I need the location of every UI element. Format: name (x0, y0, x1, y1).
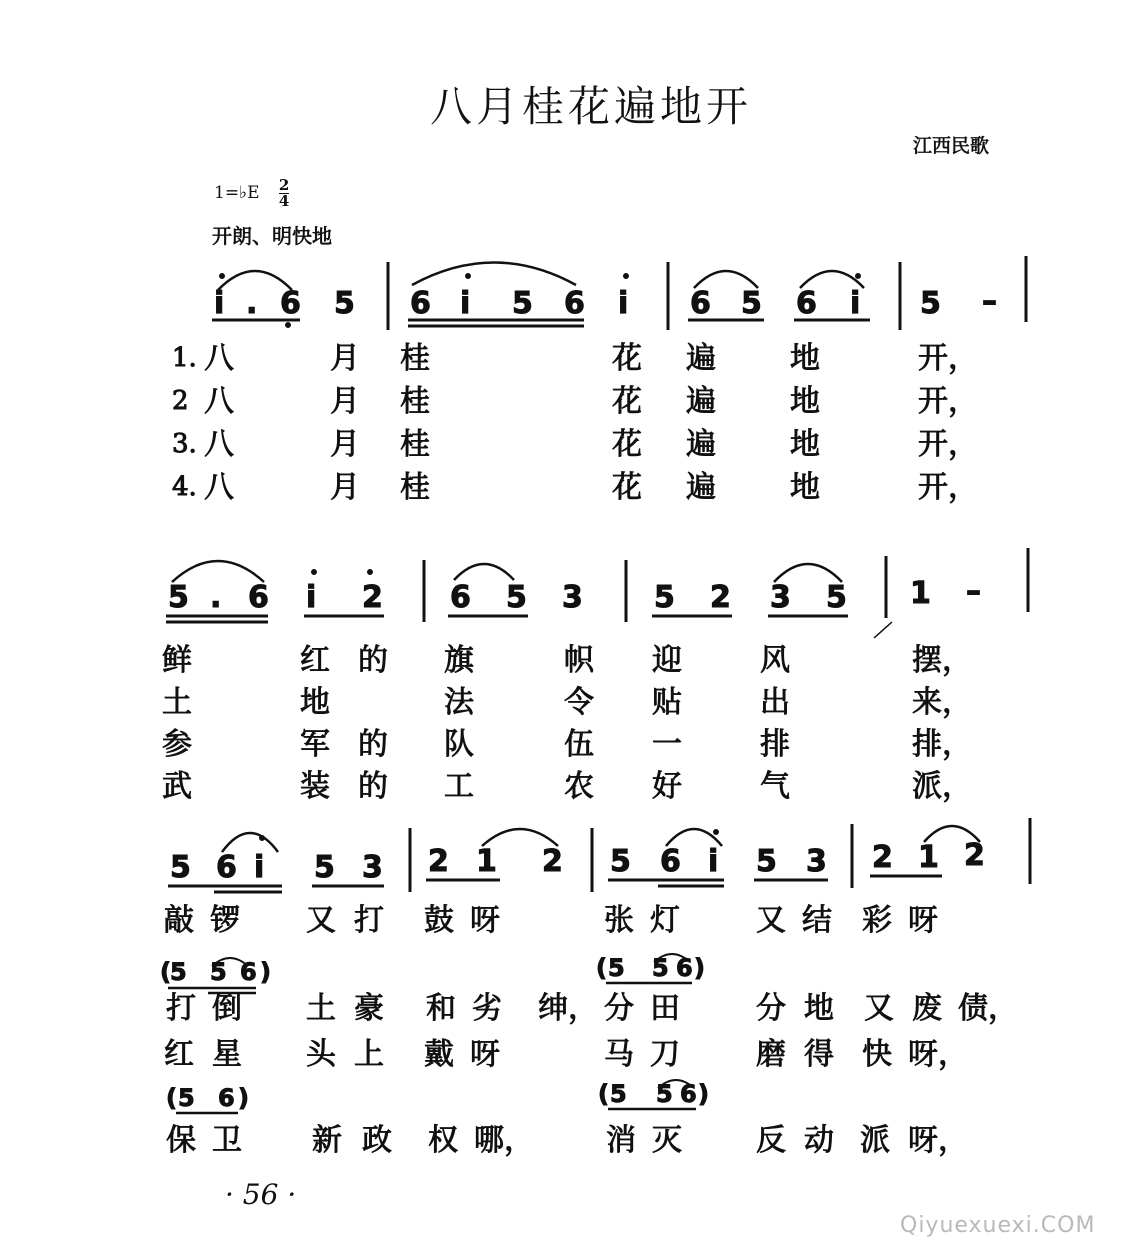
key-signature-text: 1=♭E (214, 183, 260, 203)
note: 5 (741, 286, 762, 321)
alt-note: 6 (676, 954, 693, 982)
high-octave-dot (624, 274, 629, 279)
note: 5 (654, 580, 675, 615)
verse-number: 1. (172, 343, 197, 373)
lyric-char: 得 (804, 1037, 834, 1072)
time-signature-top: 2 (278, 176, 290, 194)
note: i (618, 286, 629, 321)
lyric-char: 地 (790, 384, 820, 419)
alt-note: 5 (210, 958, 227, 986)
lyric-char: 法 (444, 685, 474, 720)
lyric-char: 呀， (908, 1123, 968, 1158)
note: 3 (806, 844, 827, 879)
system-2 (166, 548, 1028, 638)
note-dot: . (246, 286, 258, 321)
lyric-char: 月 (330, 427, 360, 462)
high-octave-dot (220, 274, 225, 279)
lyric-char: 月 (330, 341, 360, 376)
note: 5 (168, 580, 189, 615)
slur (172, 561, 264, 582)
alt-note: 5 (170, 958, 187, 986)
note: 5 (334, 286, 355, 321)
lyric-char: 上 (354, 1037, 384, 1072)
lyric-char: 排 (760, 727, 790, 762)
tempo-marking: 开朗、明快地 (212, 224, 332, 248)
lyric-char: 又 (306, 903, 336, 938)
alt-note: 5 (652, 954, 669, 982)
lyric-char: 八 (204, 470, 234, 505)
lyric-char: 打 (166, 991, 196, 1026)
lyric-char: 分 (756, 991, 786, 1026)
system-2-lyrics (162, 643, 972, 804)
lyric-char: 队 (444, 727, 474, 762)
note: 2 (964, 838, 985, 873)
note: 2 (362, 580, 383, 615)
lyric-char: 的 (358, 643, 388, 678)
note: 5 (920, 286, 941, 321)
watermark: Qiyuexuexi.COM (900, 1213, 1096, 1238)
note: 3 (770, 580, 791, 615)
lyric-char: 卫 (212, 1123, 242, 1158)
note-dot: . (210, 580, 222, 615)
lyric-char: 豪 (354, 991, 384, 1026)
note: 5 (826, 580, 847, 615)
slur (454, 564, 514, 580)
lyric-char: 气 (760, 769, 790, 804)
lyric-char: 摆， (912, 643, 972, 678)
lyric-char: 遍 (686, 384, 716, 419)
note: 5 (506, 580, 527, 615)
lyric-char: 废 (912, 991, 942, 1026)
lyric-char: 花 (612, 427, 642, 462)
song-title: 八月桂花遍地开 (430, 82, 753, 131)
note: i (708, 844, 719, 879)
note: 3 (362, 850, 383, 885)
lyric-char: 旗 (444, 643, 474, 678)
note: i (850, 286, 861, 321)
lyric-char: 开， (918, 470, 978, 505)
note: 6 (216, 850, 237, 885)
lyric-char: 遍 (686, 427, 716, 462)
alt-note: ( (596, 954, 607, 982)
page-number: · 56 · (225, 1178, 297, 1211)
lyric-char: 桂 (400, 470, 430, 505)
alt-note: ( (166, 1084, 177, 1112)
lyric-char: 遍 (686, 341, 716, 376)
note-dash: – (966, 574, 981, 609)
lyric-char: 和 (426, 991, 456, 1026)
lyric-char: 刀 (650, 1037, 680, 1072)
lyric-char: 消 (606, 1123, 636, 1158)
note: 6 (248, 580, 269, 615)
lyric-char: 星 (212, 1037, 242, 1072)
lyric-char: 敲 (164, 903, 194, 938)
verse-number: 2 (172, 386, 189, 416)
lyric-char: 债， (958, 991, 1018, 1026)
lyric-char: 花 (612, 384, 642, 419)
lyric-char: 又 (756, 903, 786, 938)
note: i (306, 580, 317, 615)
lyric-char: 一 (652, 727, 682, 762)
lyric-char: 地 (300, 685, 330, 720)
alt-note: ) (238, 1084, 249, 1112)
lyric-char: 八 (204, 427, 234, 462)
lyric-char: 鼓 (424, 903, 454, 938)
high-octave-dot (856, 274, 861, 279)
lyric-char: 贴 (652, 685, 682, 720)
note: 5 (756, 844, 777, 879)
note: 6 (660, 844, 681, 879)
lyric-char: 桂 (400, 427, 430, 462)
note: 6 (690, 286, 711, 321)
note: 5 (170, 850, 191, 885)
lyric-char: 农 (564, 769, 594, 804)
lyric-char: 绅， (538, 991, 598, 1026)
lyric-char: 政 (362, 1123, 392, 1158)
lyric-char: 田 (650, 991, 680, 1026)
alt-note: 5 (656, 1080, 673, 1108)
high-octave-dot (466, 274, 471, 279)
lyric-char: 来， (912, 685, 972, 720)
note: 5 (610, 844, 631, 879)
note: 6 (564, 286, 585, 321)
high-octave-dot (714, 830, 719, 835)
high-octave-dot (312, 570, 317, 575)
lyric-char: 新 (312, 1123, 342, 1158)
note: 6 (796, 286, 817, 321)
lyric-char: 月 (330, 384, 360, 419)
alt-note: ) (694, 954, 705, 982)
lyric-char: 风 (760, 643, 790, 678)
lyric-char: 马 (604, 1037, 634, 1072)
lyric-char: 倒 (212, 991, 242, 1026)
system-3 (160, 818, 1030, 1113)
lyric-char: 武 (162, 769, 192, 804)
verse-number: 3. (172, 429, 197, 459)
alt-note: ) (698, 1080, 709, 1108)
lyric-char: 桂 (400, 341, 430, 376)
lyric-char: 土 (306, 991, 336, 1026)
lyric-char: 开， (918, 427, 978, 462)
lyric-char: 劣 (472, 991, 502, 1026)
lyric-char: 权 (428, 1123, 458, 1158)
lyric-char: 的 (358, 769, 388, 804)
alt-note: 5 (178, 1084, 195, 1112)
alt-note: 5 (610, 1080, 627, 1108)
system-3-lyrics (164, 903, 1018, 1158)
lyric-char: 桂 (400, 384, 430, 419)
slur (412, 263, 576, 286)
note: 1 (476, 844, 497, 879)
lyric-char: 的 (358, 727, 388, 762)
lyric-char: 派 (860, 1123, 890, 1158)
lyric-char: 红 (164, 1037, 194, 1072)
lyric-char: 好 (652, 769, 682, 804)
lyric-char: 出 (760, 685, 790, 720)
note: 3 (562, 580, 583, 615)
lyric-char: 地 (804, 991, 834, 1026)
lyric-char: 动 (804, 1123, 834, 1158)
alt-note: ( (160, 958, 171, 986)
alt-note: 6 (218, 1084, 235, 1112)
lyric-char: 军 (300, 727, 330, 762)
note: 5 (314, 850, 335, 885)
lyric-char: 花 (612, 470, 642, 505)
alt-notes-verse-2b (596, 954, 705, 983)
lyric-char: 结 (802, 903, 832, 938)
lyric-char: 遍 (686, 470, 716, 505)
alt-note: ) (260, 958, 271, 986)
lyric-char: 张 (604, 903, 634, 938)
alt-notes-verse-4b (598, 1080, 709, 1109)
lyric-char: 参 (162, 727, 192, 762)
lyric-char: 地 (790, 427, 820, 462)
note: 2 (710, 580, 731, 615)
note: 1 (910, 576, 931, 611)
note: 6 (280, 286, 301, 321)
alt-notes-verse-2 (160, 958, 271, 993)
note: 5 (512, 286, 533, 321)
lyric-char: 彩 (862, 903, 892, 938)
system-1 (172, 256, 1026, 502)
note-dash: – (982, 284, 997, 319)
lyric-char: 开， (918, 341, 978, 376)
alt-note: ( (598, 1080, 609, 1108)
lyric-char: 装 (300, 769, 330, 804)
time-signature-bottom: 4 (278, 192, 290, 210)
lyric-char: 迎 (652, 643, 682, 678)
note: 2 (428, 844, 449, 879)
lyric-char: 哪， (474, 1123, 534, 1158)
high-octave-dot (368, 570, 373, 575)
lyric-char: 八 (204, 384, 234, 419)
note: 6 (450, 580, 471, 615)
lyric-char: 排， (912, 727, 972, 762)
lyric-char: 帜 (564, 643, 594, 678)
lyric-char: 伍 (564, 727, 594, 762)
lyric-char: 呀 (908, 903, 938, 938)
lyric-char: 呀， (908, 1037, 968, 1072)
lyric-char: 锣 (210, 903, 240, 938)
lyric-char: 分 (604, 991, 634, 1026)
lyric-char: 工 (444, 769, 474, 804)
low-octave-dot (286, 323, 291, 328)
note: i (460, 286, 471, 321)
lyric-char: 呀 (470, 903, 500, 938)
alt-notes-verse-4 (166, 1084, 249, 1113)
alt-note: 5 (608, 954, 625, 982)
lyric-char: 月 (330, 470, 360, 505)
verse-number: 4. (172, 472, 197, 502)
lyric-char: 开， (918, 384, 978, 419)
alt-note: 6 (680, 1080, 697, 1108)
lyric-char: 地 (790, 341, 820, 376)
lyric-char: 反 (756, 1123, 786, 1158)
note: 2 (542, 844, 563, 879)
lyric-char: 地 (790, 470, 820, 505)
note: i (214, 286, 225, 321)
system-1-lyrics (204, 341, 978, 505)
lyric-char: 磨 (756, 1037, 786, 1072)
lyric-char: 令 (564, 685, 594, 720)
note: i (254, 850, 265, 885)
lyric-char: 派， (912, 769, 972, 804)
song-origin: 江西民歌 (913, 135, 990, 157)
lyric-char: 土 (162, 685, 192, 720)
lyric-char: 头 (306, 1037, 336, 1072)
lyric-char: 又 (864, 991, 894, 1026)
note: 1 (918, 840, 939, 875)
lyric-char: 戴 (424, 1037, 454, 1072)
alt-note: 6 (240, 958, 257, 986)
lyric-char: 红 (300, 643, 330, 678)
lyric-char: 灭 (652, 1123, 682, 1158)
lyric-char: 灯 (650, 903, 680, 938)
note: 2 (872, 840, 893, 875)
note: 6 (410, 286, 431, 321)
lyric-char: 八 (204, 341, 234, 376)
lyric-char: 鲜 (162, 643, 192, 678)
lyric-char: 保 (166, 1123, 196, 1158)
lyric-char: 快 (862, 1037, 892, 1072)
lyric-char: 打 (354, 903, 384, 938)
breath-mark (874, 622, 892, 638)
lyric-char: 花 (612, 341, 642, 376)
lyric-char: 呀 (470, 1037, 500, 1072)
